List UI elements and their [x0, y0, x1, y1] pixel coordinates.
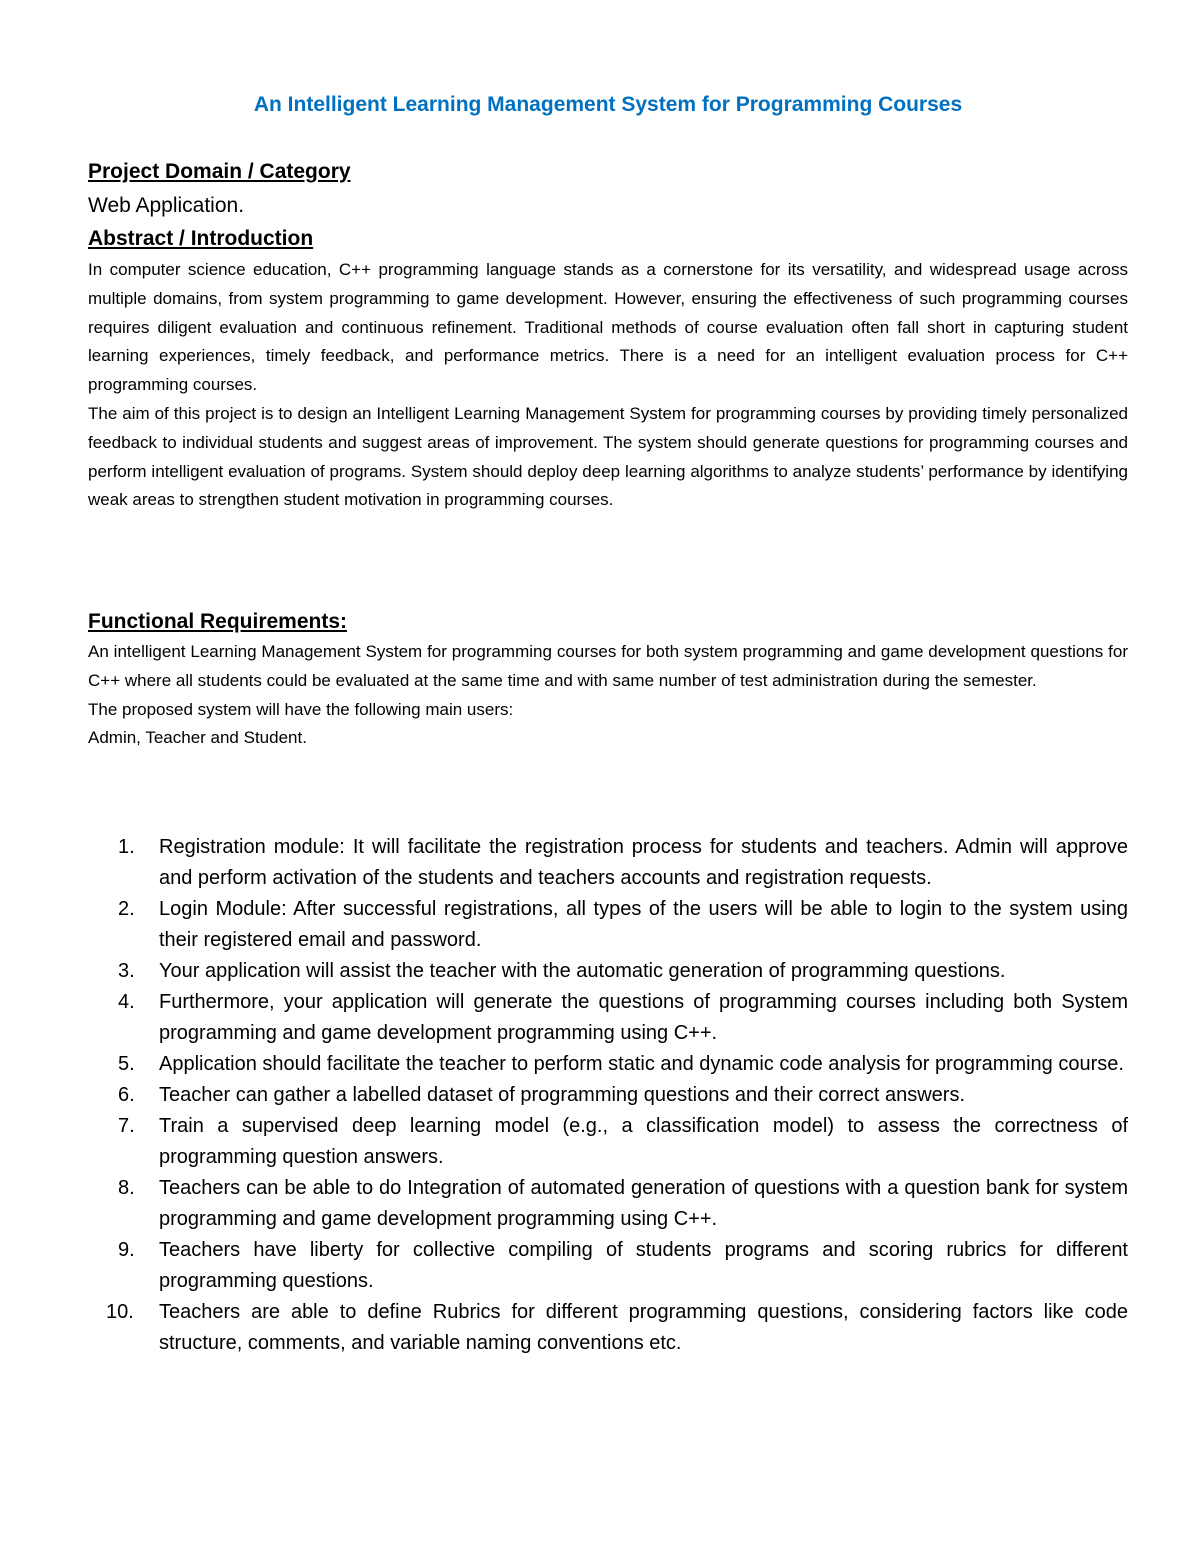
requirement-item — [88, 894, 1128, 956]
requirement-number: 1. — [118, 836, 135, 858]
requirement-text: Login Module: After successful registrations, all types of the users will be able to login to the system using their registered email and password. — [159, 898, 1128, 951]
abstract-paragraph: In computer science education, C++ programming language stands as a cornerstone for its versatility, and widespread usage across multiple domains, from system programming to game development. However, ensuring the effectiveness of such programming courses requires diligent evaluation and continuous refinement. Traditional methods of course evaluation often fall short in capturing student learning experiences, timely feedback, and performance metrics. There is a need for an intelligent evaluation process for C++ programming courses. — [88, 260, 1128, 395]
abstract-body — [88, 256, 1128, 515]
requirements-list — [88, 832, 1128, 1359]
requirement-number: 10. — [106, 1301, 134, 1323]
requirement-item — [88, 1173, 1128, 1235]
requirement-number: 3. — [118, 960, 135, 982]
requirement-number: 2. — [118, 898, 135, 920]
requirement-item — [88, 1111, 1128, 1173]
requirement-item — [88, 987, 1128, 1049]
requirement-text: Teachers are able to define Rubrics for different programming questions, considering factors like code structure, comments, and variable naming conventions etc. — [159, 1301, 1128, 1354]
requirement-number: 8. — [118, 1177, 135, 1199]
requirement-number: 9. — [118, 1239, 135, 1261]
requirement-item — [88, 1235, 1128, 1297]
requirement-text: Teacher can gather a labelled dataset of programming questions and their correct answers. — [159, 1084, 966, 1106]
requirement-text: Train a supervised deep learning model (e.g., a classification model) to assess the correctness of programming question answers. — [159, 1115, 1128, 1168]
requirement-text: Furthermore, your application will generate the questions of programming courses including both System programming and game development programming using C++. — [159, 991, 1128, 1044]
requirement-item — [88, 1049, 1128, 1080]
requirement-item — [88, 1080, 1128, 1111]
project-domain-value: Web Application. — [88, 194, 245, 217]
functional-paragraph: An intelligent Learning Management System for programming courses for both system programming and game development questions for C++ where all students could be evaluated at the same time and with same number of test administration during the semester. — [88, 642, 1128, 690]
requirement-text: Your application will assist the teacher with the automatic generation of programming questions. — [159, 960, 1006, 982]
requirement-number: 7. — [118, 1115, 135, 1137]
requirement-text: Teachers can be able to do Integration of automated generation of questions with a question bank for system programming and game development programming using C++. — [159, 1177, 1128, 1230]
functional-requirements-heading: Functional Requirements: — [88, 610, 348, 633]
project-domain-heading: Project Domain / Category — [88, 160, 351, 183]
functional-paragraph: The proposed system will have the following main users: — [88, 699, 514, 719]
requirement-text: Application should facilitate the teacher to perform static and dynamic code analysis for programming course. — [159, 1053, 1124, 1075]
functional-requirements-body — [88, 638, 1128, 753]
requirement-number: 6. — [118, 1084, 135, 1106]
requirement-number: 4. — [118, 991, 135, 1013]
document-title: An Intelligent Learning Management System for Programming Courses — [253, 93, 963, 116]
requirement-item — [88, 832, 1128, 894]
abstract-paragraph: The aim of this project is to design an Intelligent Learning Management System for programming courses by providing timely personalized feedback to individual students and suggest areas of improvement. The system should generate questions for programming courses and perform intelligent evaluation of programs. System should deploy deep learning algorithms to analyze students’ performance by identifying weak areas to strengthen student motivation in programming courses. — [88, 403, 1128, 510]
requirement-text: Teachers have liberty for collective compiling of students programs and scoring rubrics for different programming questions. — [159, 1239, 1128, 1292]
abstract-heading: Abstract / Introduction — [88, 227, 314, 250]
requirement-item — [88, 1297, 1128, 1359]
requirement-text: Registration module: It will facilitate the registration process for students and teachers. Admin will approve and perform activation of the students and teachers accounts and registration requests. — [159, 836, 1128, 889]
users-list: Admin, Teacher and Student. — [88, 728, 307, 748]
requirement-item — [88, 956, 1128, 987]
requirement-number: 5. — [118, 1053, 135, 1075]
